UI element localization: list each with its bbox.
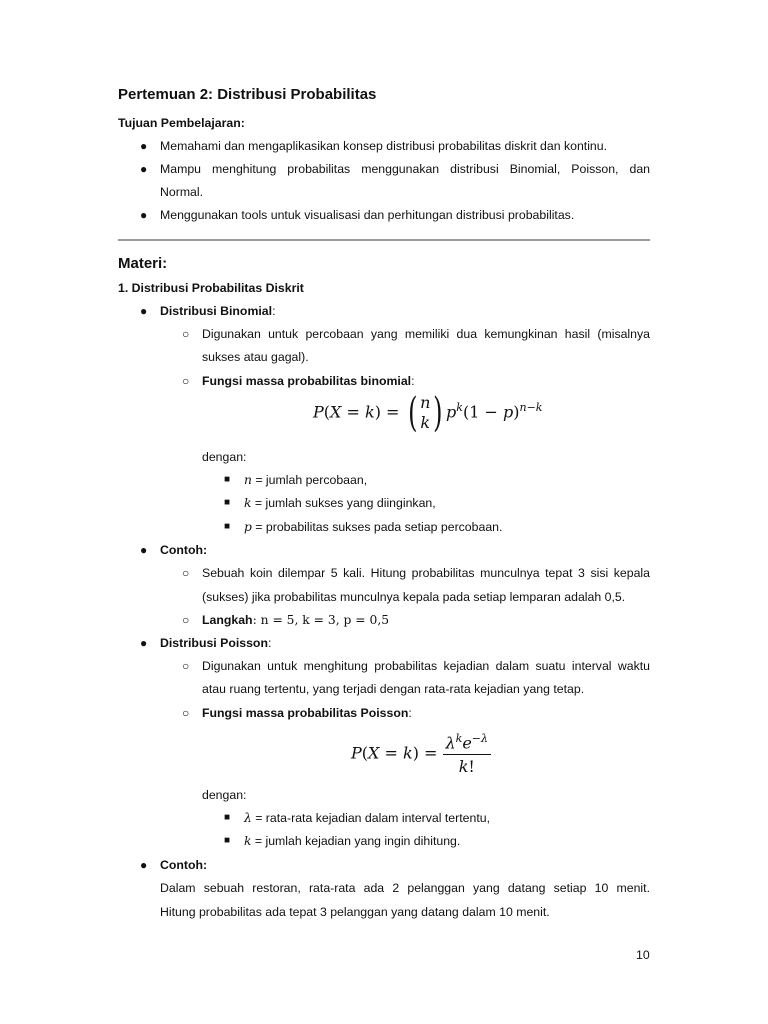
section-heading: 1. Distribusi Probabilitas Diskrit bbox=[118, 281, 304, 295]
bullet-circle: ○ bbox=[182, 327, 190, 341]
var-item: k = jumlah sukses yang diinginkan, bbox=[244, 496, 436, 510]
contoh-heading: Contoh: bbox=[160, 858, 208, 872]
binomial-heading: Distribusi Binomial bbox=[160, 304, 273, 318]
bullet-square: ■ bbox=[224, 812, 231, 823]
poisson-heading-line bbox=[160, 635, 271, 651]
dengan-label: dengan: bbox=[202, 788, 247, 802]
bullet-dot: ● bbox=[140, 304, 148, 318]
bullet-square: ■ bbox=[224, 521, 231, 532]
contoh-heading: Contoh: bbox=[160, 543, 208, 557]
bullet-circle: ○ bbox=[182, 706, 190, 720]
dengan-label: dengan: bbox=[202, 450, 247, 464]
colon: : bbox=[272, 304, 276, 318]
var-item: p = probabilitas sukses pada setiap percobaan. bbox=[244, 520, 503, 534]
var-item: k = jumlah kejadian yang ingin dihitung. bbox=[244, 834, 461, 848]
poisson-desc: Digunakan untuk menghitung probabilitas kejadian dalam suatu interval waktu bbox=[202, 659, 650, 673]
langkah-label: Langkah bbox=[202, 613, 253, 627]
section-divider bbox=[118, 239, 650, 241]
var-item: λ = rata-rata kejadian dalam interval tertentu, bbox=[244, 811, 491, 825]
colon: : bbox=[267, 636, 272, 650]
binomial-desc-cont: sukses atau gagal). bbox=[202, 350, 309, 364]
bullet-dot: ● bbox=[140, 636, 148, 650]
tujuan-item: Memahami dan mengaplikasikan konsep distribusi probabilitas diskrit dan kontinu. bbox=[160, 139, 608, 153]
bullet-square: ■ bbox=[224, 497, 231, 508]
tujuan-item: Menggunakan tools untuk visualisasi dan perhitungan distribusi probabilitas. bbox=[160, 208, 575, 222]
binomial-formula: P(X = k) = ( n k ) $p^k(1 - p)^{n-k}$ bbox=[313, 390, 543, 436]
bullet-circle: ○ bbox=[182, 613, 190, 627]
bullet-square: ■ bbox=[224, 835, 231, 846]
bullet-dot: ● bbox=[140, 139, 148, 153]
tujuan-item-cont: Normal. bbox=[160, 185, 204, 199]
bullet-circle: ○ bbox=[182, 659, 190, 673]
contoh-text-cont: (sukses) jika probabilitas munculnya kepala pada setiap lemparan adalah 0,5. bbox=[202, 590, 626, 604]
var-item: n = jumlah percobaan, bbox=[244, 473, 368, 487]
bullet-dot: ● bbox=[140, 162, 148, 176]
contoh-text-cont: Hitung probabilitas ada tepat 3 pelanggan yang datang dalam 10 menit. bbox=[160, 905, 550, 919]
poisson-heading: Distribusi Poisson bbox=[160, 636, 268, 650]
materi-heading: Materi: bbox=[118, 255, 168, 272]
langkah-line bbox=[202, 612, 389, 628]
contoh-text: Sebuah koin dilempar 5 kali. Hitung probabilitas munculnya tepat 3 sisi kepala bbox=[202, 566, 650, 580]
bullet-dot: ● bbox=[140, 543, 148, 557]
poisson-fmp-heading: Fungsi massa probabilitas Poisson bbox=[202, 706, 409, 720]
bullet-circle: ○ bbox=[182, 566, 190, 580]
binomial-fmp-heading: Fungsi massa probabilitas binomial bbox=[202, 374, 412, 388]
binomial-desc: Digunakan untuk percobaan yang memiliki dua kemungkinan hasil (misalnya bbox=[202, 327, 650, 341]
bullet-dot: ● bbox=[140, 858, 148, 872]
langkah-values: : n = 5, k = 3, p = 0,5 bbox=[252, 613, 390, 627]
tujuan-item: Mampu menghitung probabilitas menggunakan distribusi Binomial, Poisson, dan bbox=[160, 162, 650, 176]
bullet-dot: ● bbox=[140, 208, 148, 222]
bullet-square: ■ bbox=[224, 474, 231, 485]
contoh-text: Dalam sebuah restoran, rata-rata ada 2 pelanggan yang datang setiap 10 menit. bbox=[160, 881, 650, 895]
poisson-desc-cont: atau ruang tertentu, yang terjadi dengan rata-rata kejadian yang tetap. bbox=[202, 682, 585, 696]
page-number: 10 bbox=[636, 948, 650, 962]
binomial-fmp-line: Fungsi massa probabilitas binomial: bbox=[202, 374, 415, 388]
page-title: Pertemuan 2: Distribusi Probabilitas bbox=[118, 86, 377, 103]
bullet-circle: ○ bbox=[182, 374, 190, 388]
poisson-fmp-line: Fungsi massa probabilitas Poisson: bbox=[202, 706, 412, 720]
tujuan-heading: Tujuan Pembelajaran: bbox=[118, 116, 245, 130]
binomial-heading-line bbox=[160, 303, 275, 319]
poisson-formula: P(X = k) = $\frac{\lambda^ke^{-\lambda}}{k!}$ bbox=[351, 732, 491, 776]
